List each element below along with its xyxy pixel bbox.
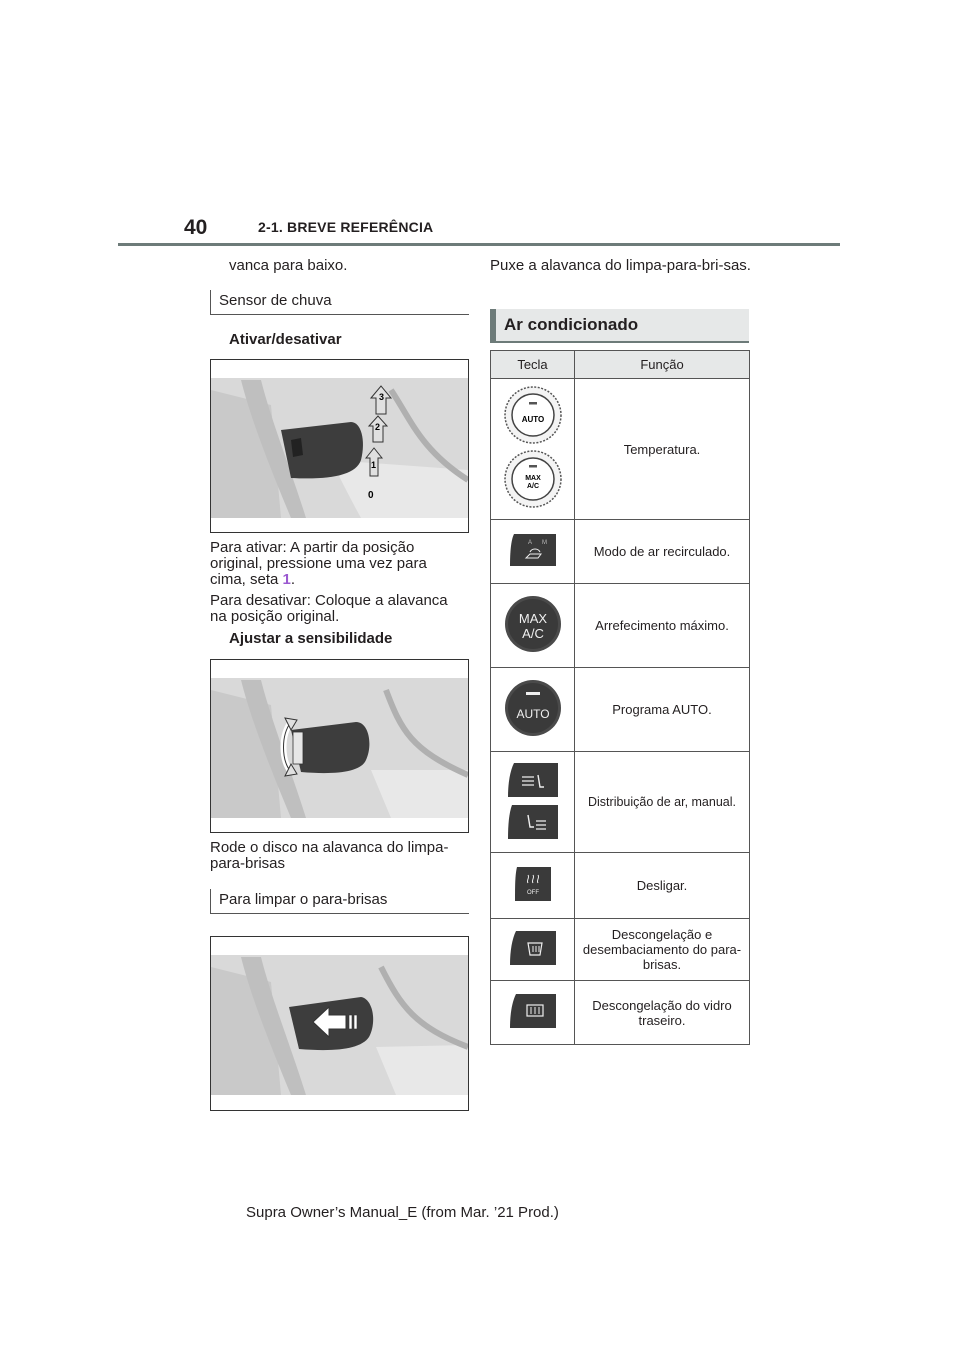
table-row bbox=[491, 919, 750, 981]
arrow-label-3: 3 bbox=[379, 392, 385, 402]
function-off: Desligar. bbox=[575, 853, 750, 919]
para-deactivate: Para desativar: Coloque a alavanca na posição original. bbox=[210, 592, 448, 625]
table-row bbox=[491, 752, 750, 853]
recirc-m-label: M bbox=[541, 540, 547, 546]
function-distribution: Distribuição de ar, manual. bbox=[575, 752, 750, 853]
function-temperature: Temperatura. bbox=[575, 379, 750, 520]
section-clean-label: Para limpar o para-brisas bbox=[219, 891, 388, 908]
knob-ac-label: A/C bbox=[526, 482, 539, 490]
section-ac-title: Ar condicionado bbox=[504, 315, 639, 334]
section-ac-bar bbox=[490, 309, 496, 341]
function-rear-defrost: Descongelação do vidro traseiro. bbox=[575, 981, 750, 1045]
section-ac-header bbox=[490, 309, 749, 343]
figure-pull-lever bbox=[210, 936, 469, 1111]
air-distribution-buttons-icon bbox=[491, 752, 575, 853]
ac-label: A/C bbox=[521, 626, 544, 641]
figure-sensitivity-dial bbox=[210, 659, 469, 833]
ac-col-key: Tecla bbox=[491, 351, 575, 379]
para-activate-text: Para ativar: A partir da posição original, pressione uma vez para cima, seta bbox=[210, 539, 427, 588]
chapter-title: 2-1. BREVE REFERÊNCIA bbox=[258, 219, 434, 235]
arrow-label-0: 0 bbox=[368, 490, 374, 501]
para-activate-end: . bbox=[290, 571, 296, 588]
table-row bbox=[491, 584, 750, 668]
ac-col-function: Função bbox=[575, 351, 750, 379]
max-label: MAX bbox=[518, 611, 547, 626]
para-rotate-dial: Rode o disco na alavanca do limpa-para-brisas bbox=[210, 839, 449, 872]
arrow-label-2: 2 bbox=[375, 422, 381, 432]
figure-wiper-lever-positions bbox=[210, 359, 469, 533]
intro-line-right: Puxe a alavanca do limpa-para-bri-sas. bbox=[490, 257, 751, 274]
para-activate bbox=[210, 540, 465, 588]
function-recirculation: Modo de ar recirculado. bbox=[575, 520, 750, 584]
function-max-cooling: Arrefecimento máximo. bbox=[575, 584, 750, 668]
function-front-defrost: Descongelação e desembaciamento do para-brisas. bbox=[575, 919, 750, 981]
ac-table bbox=[490, 350, 750, 1045]
section-clean-windshield bbox=[210, 889, 469, 914]
table-row bbox=[491, 379, 750, 520]
subheading-sensitivity: Ajustar a sensibilidade bbox=[229, 630, 393, 647]
function-auto: Programa AUTO. bbox=[575, 668, 750, 752]
knob-max-label: MAX bbox=[524, 474, 541, 482]
header-rule bbox=[118, 243, 840, 246]
knob-auto-label: AUTO bbox=[521, 414, 544, 424]
temperature-knobs-icon bbox=[491, 379, 575, 520]
arrow-ref-1: 1 bbox=[282, 571, 291, 588]
table-row bbox=[491, 668, 750, 752]
table-row bbox=[491, 981, 750, 1045]
table-row bbox=[491, 520, 750, 584]
intro-line-left: vanca para baixo. bbox=[229, 257, 348, 274]
footer-manual-title: Supra Owner’s Manual_E (from Mar. ’21 Prod.) bbox=[246, 1204, 559, 1221]
subheading-activate: Ativar/desativar bbox=[229, 331, 342, 348]
recirc-a-label: A bbox=[527, 540, 532, 546]
front-defrost-button-icon bbox=[491, 919, 575, 981]
section-rain-sensor-label: Sensor de chuva bbox=[219, 292, 332, 309]
arrow-label-1: 1 bbox=[371, 460, 377, 470]
off-label: OFF bbox=[526, 890, 539, 896]
max-ac-button-icon bbox=[491, 584, 575, 668]
auto-button-icon bbox=[491, 668, 575, 752]
auto-label: AUTO bbox=[515, 707, 550, 721]
recirculation-button-icon bbox=[491, 520, 575, 584]
page-number: 40 bbox=[184, 216, 208, 239]
table-row bbox=[491, 853, 750, 919]
off-button-icon bbox=[491, 853, 575, 919]
section-rain-sensor bbox=[210, 290, 469, 315]
rear-defrost-button-icon bbox=[491, 981, 575, 1045]
